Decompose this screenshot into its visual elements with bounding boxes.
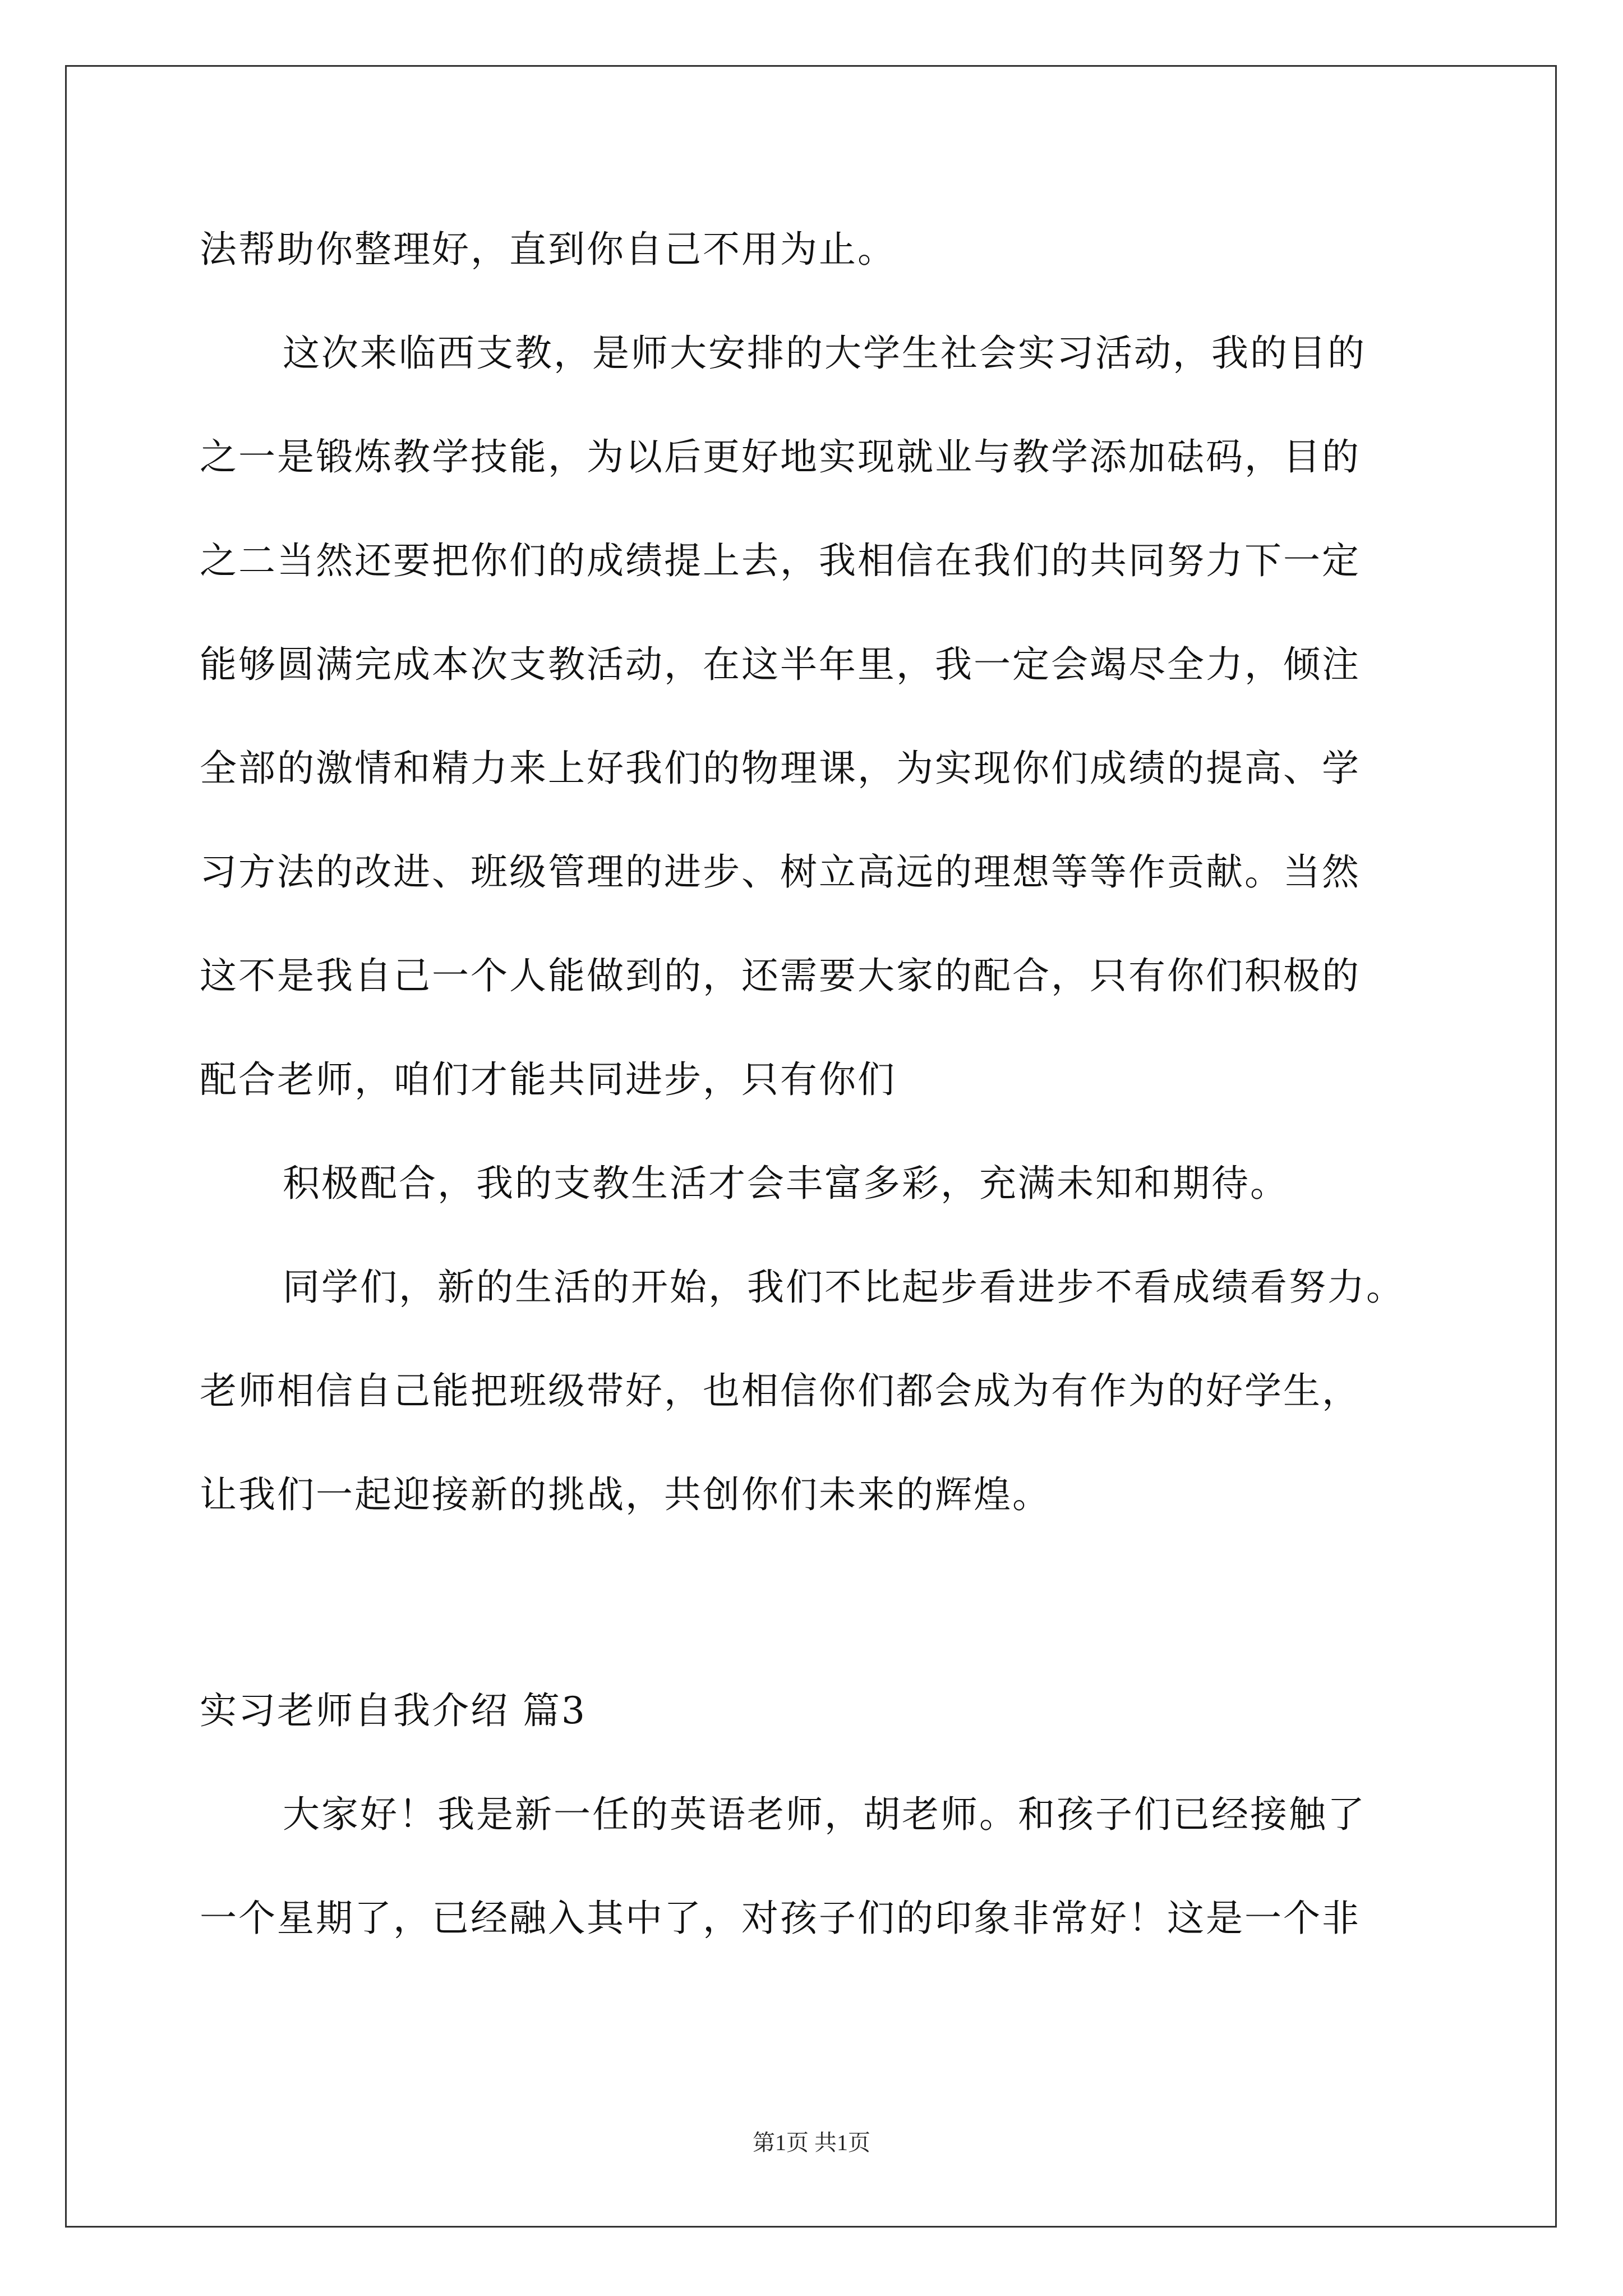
paragraph-line: 一个星期了，已经融入其中了，对孩子们的印象非常好！这是一个非 — [200, 1897, 1361, 1940]
page-footer: 第1页 共1页 — [753, 2130, 870, 2155]
paragraph-line: 这不是我自己一个人能做到的，还需要大家的配合，只有你们积极的 — [200, 954, 1361, 997]
paragraph-line: 积极配合，我的支教生活才会丰富多彩，充满未知和期待。 — [283, 1162, 1289, 1205]
paragraph-line: 这次来临西支教，是师大安排的大学生社会实习活动，我的目的 — [283, 332, 1366, 375]
paragraph-line: 让我们一起迎接新的挑战，共创你们未来的辉煌。 — [200, 1473, 1051, 1516]
paragraph-line: 习方法的改进、班级管理的进步、树立高远的理想等等作贡献。当然 — [200, 850, 1361, 894]
paragraph-line: 配合老师，咱们才能共同进步，只有你们 — [200, 1058, 896, 1101]
paragraph-line: 老师相信自己能把班级带好，也相信你们都会成为有作为的好学生， — [200, 1369, 1361, 1412]
section-heading: 实习老师自我介绍 篇3 — [200, 1689, 587, 1732]
paragraph-line: 大家好！我是新一任的英语老师，胡老师。和孩子们已经接触了 — [283, 1793, 1366, 1836]
paragraph-line: 全部的激情和精力来上好我们的物理课，为实现你们成绩的提高、学 — [200, 747, 1361, 790]
paragraph-line: 同学们，新的生活的开始，我们不比起步看进步不看成绩看努力。 — [283, 1266, 1405, 1309]
paragraph-line: 能够圆满完成本次支教活动，在这半年里，我一定会竭尽全力，倾注 — [200, 643, 1361, 686]
paragraph-line: 之一是锻炼教学技能，为以后更好地实现就业与教学添加砝码，目的 — [200, 435, 1361, 478]
paragraph-line: 之二当然还要把你们的成绩提上去，我相信在我们的共同努力下一定 — [200, 539, 1361, 582]
paragraph-line: 法帮助你整理好，直到你自己不用为止。 — [200, 228, 896, 271]
